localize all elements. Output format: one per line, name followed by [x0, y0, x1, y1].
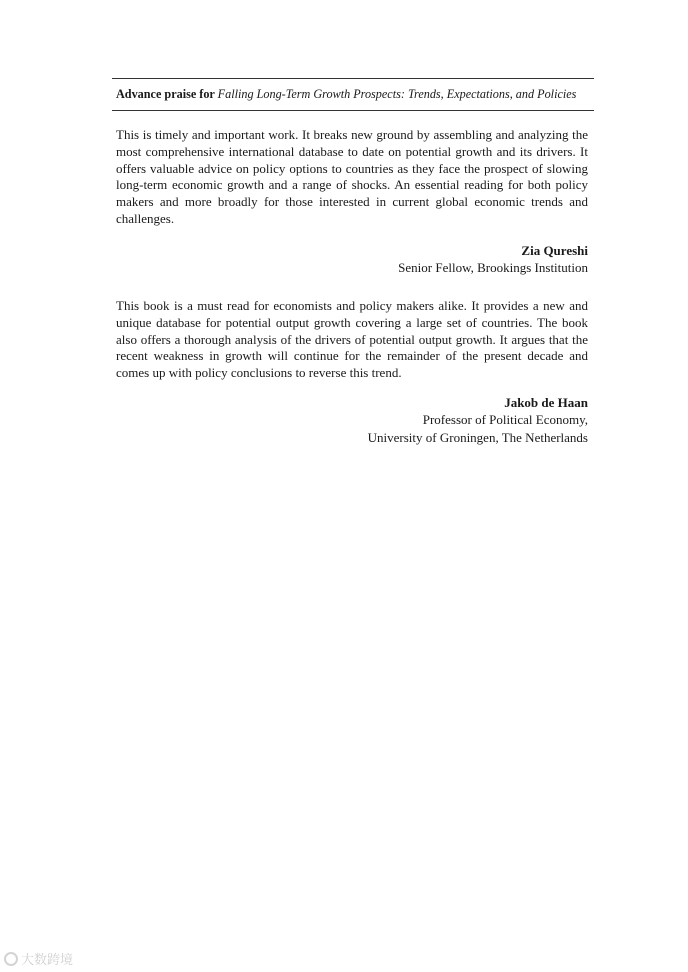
praise-attribution	[116, 242, 588, 277]
header-lead: Advance praise for	[116, 87, 218, 101]
header-top-rule	[112, 78, 594, 79]
watermark-text: 大数跨境	[21, 953, 74, 968]
praise-text: This book is a must read for economists and policy makers alike. It provides a new and unique database for potential output growth covering a large set of countries. The book also offers a thorough analysis of the drivers of potential output growth. It argues that the recent weakness in growth will continue for the remainder of the present decade and comes up with policy conclusions to reverse this trend.	[116, 298, 588, 381]
praise-block	[116, 127, 588, 277]
praise-author-name: Zia Qureshi	[521, 242, 588, 258]
watermark-logo-icon	[4, 952, 18, 966]
praise-author-affiliation: Senior Fellow, Brookings Institution	[398, 260, 588, 276]
praise-author-name: Jakob de Haan	[504, 394, 588, 410]
praise-block	[116, 298, 588, 446]
praise-author-affiliation: Professor of Political Economy,	[422, 412, 588, 428]
praise-attribution	[116, 394, 588, 447]
watermark	[4, 949, 73, 968]
header-bottom-rule	[112, 110, 594, 111]
header-book-title: Falling Long-Term Growth Prospects: Trends, Expectations, and Policies	[217, 87, 577, 101]
praise-author-affiliation: University of Groningen, The Netherlands	[367, 429, 588, 445]
page-header	[116, 85, 590, 103]
praise-text: This is timely and important work. It breaks new ground by assembling and analyzing the most comprehensive international database to date on potential growth and its drivers. It offers valuable advice on policy options to countries as they face the prospect of slowing long-term economic growth and a range of shocks. An essential reading for both policy makers and more broadly for those interested in current global economic trends and challenges.	[116, 127, 588, 226]
